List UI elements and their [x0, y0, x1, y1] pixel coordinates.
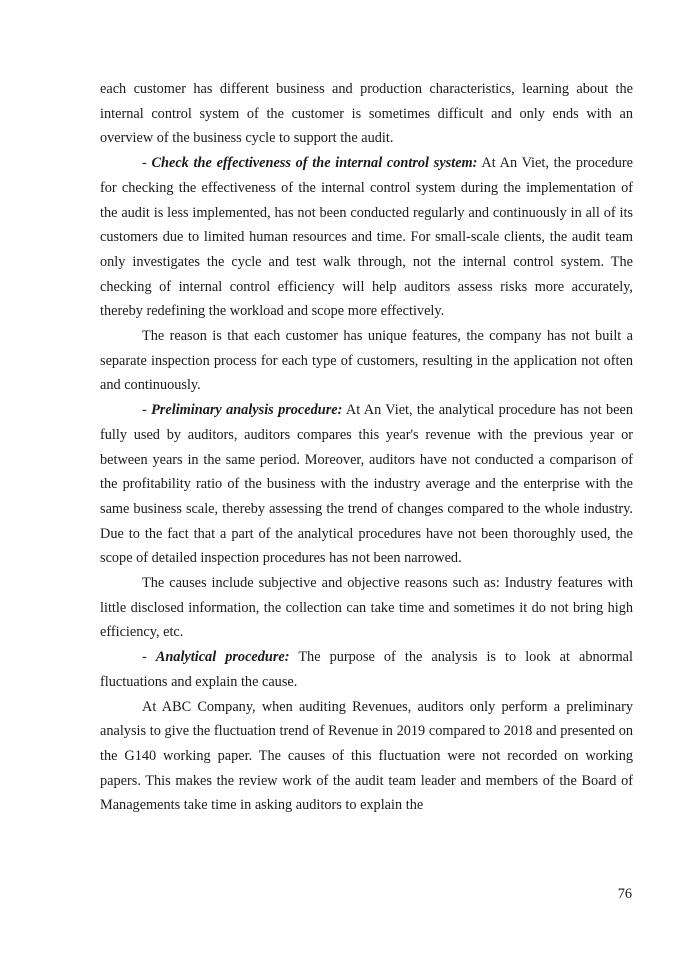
paragraph-abc-company: At ABC Company, when auditing Revenues, auditors only perform a preliminary analysis to give the fluctuation trend of Revenue in 2019 compared to 2018 and presented on the G140 working paper. The causes of this fluctuation were not recorded on working papers. This makes the review work of the audit team leader and members of the Board of Managements take time in asking auditors to explain the	[100, 698, 633, 814]
bullet-dash: -	[142, 649, 156, 666]
paragraph-text: At An Viet, the analytical procedure has not been fully used by auditors, auditors compares this year's revenue with the previous year or between years in the same period. Moreover, auditors have not conducted a comparison of the profitability ratio of the business with the industry average and the enterprise with the same business scale, thereby assessing the trend of changes compared to the whole industry. Due to the fact that a part of the analytical procedures have not been thoroughly used, the scope of detailed inspection procedures has not been narrowed.	[100, 402, 633, 567]
paragraph-continuation: each customer has different business and production characteristics, learning about the internal control system of the customer is sometimes difficult and only ends with an overview of the business cycle to support the audit.	[100, 81, 633, 147]
section-heading-preliminary-analysis: Preliminary analysis procedure:	[151, 402, 343, 419]
bullet-dash: -	[142, 402, 152, 419]
paragraph-causes: The causes include subjective and objective reasons such as: Industry features with little disclosed information, the collection can take time and sometimes it do not bring high efficiency, etc.	[100, 575, 633, 641]
section-heading-analytical-procedure: Analytical procedure:	[155, 649, 290, 666]
paragraph-preliminary-analysis	[100, 398, 633, 571]
document-body	[100, 77, 633, 818]
paragraph-analytical-procedure	[100, 645, 633, 694]
paragraph-text: At An Viet, the procedure for checking the effectiveness of the internal control system during the implementation of the audit is less implemented, has not been conducted regularly and continuously in all of its customers due to limited human resources and time. For small-scale clients, the audit team only investigates the cycle and test walk through, not the internal control system. The checking of internal control efficiency will help auditors assess risks more accurately, thereby redefining the workload and scope more effectively.	[100, 155, 633, 320]
section-heading-internal-control: Check the effectiveness of the internal control system:	[151, 155, 478, 172]
page-number: 76	[617, 886, 632, 902]
paragraph-internal-control-effectiveness	[100, 151, 633, 324]
bullet-dash: -	[142, 155, 152, 172]
paragraph-reason: The reason is that each customer has unique features, the company has not built a separate inspection process for each type of customers, resulting in the application not often and continuously.	[100, 328, 633, 394]
paragraph-text: The purpose of the analysis is to look at abnormal fluctuations and explain the cause.	[100, 649, 634, 690]
